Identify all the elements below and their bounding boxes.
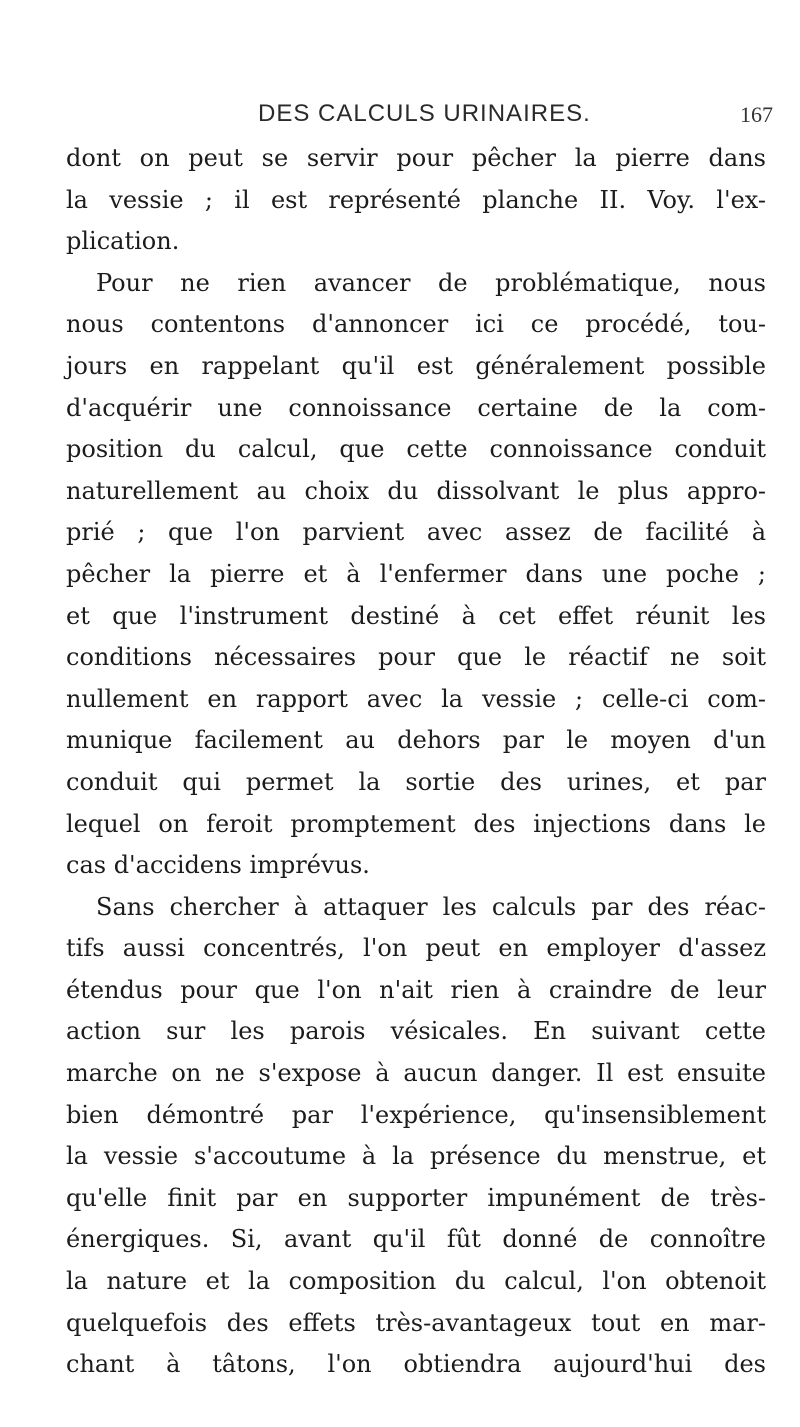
text-line: nous contentons d'annoncer ici ce procédé, tou- — [66, 310, 766, 339]
text-line: prié ; que l'on parvient avec assez de facilité à — [66, 518, 766, 547]
running-title: DES CALCULS URINAIRES. — [258, 100, 591, 127]
text-line: bien démontré par l'expérience, qu'insensiblement — [66, 1100, 766, 1129]
text-line: nullement en rapport avec la vessie ; celle-ci com- — [66, 684, 766, 713]
text-line: conduit qui permet la sortie des urines, et par — [66, 767, 766, 796]
text-line: action sur les parois vésicales. En suivant cette — [66, 1017, 766, 1046]
text-line: jours en rappelant qu'il est généralement possible — [66, 351, 766, 380]
page-number: 167 — [740, 102, 773, 127]
text-line: tifs aussi concentrés, l'on peut en employer d'assez — [66, 934, 766, 963]
text-line: lequel on feroit promptement des injections dans le — [66, 809, 766, 838]
text-line: plication. — [66, 227, 180, 256]
text-line: étendus pour que l'on n'ait rien à craindre de leur — [66, 975, 766, 1004]
text-line: énergiques. Si, avant qu'il fût donné de connoître — [66, 1225, 766, 1254]
text-line: conditions nécessaires pour que le réactif ne soit — [66, 643, 766, 672]
text-line: qu'elle finit par en supporter impunément de très- — [66, 1183, 766, 1212]
text-line: la nature et la composition du calcul, l'on obtenoit — [66, 1267, 766, 1296]
text-line: dont on peut se servir pour pêcher la pierre dans — [66, 144, 766, 172]
text-line: quelquefois des effets très-avantageux tout en mar- — [66, 1308, 766, 1337]
text-line: Pour ne rien avancer de problématique, nous — [96, 268, 766, 297]
running-head — [0, 100, 800, 140]
text-line: chant à tâtons, l'on obtiendra aujourd'hui des — [66, 1350, 766, 1379]
text-line: naturellement au choix du dissolvant le plus appro- — [66, 476, 766, 505]
text-line: la vessie ; il est représenté planche II. Voy. l'ex- — [66, 185, 766, 214]
text-line: d'acquérir une connoissance certaine de la com- — [66, 393, 766, 422]
text-line: cas d'accidens imprévus. — [66, 851, 370, 880]
text-line: Sans chercher à attaquer les calculs par des réac- — [96, 892, 766, 921]
text-line: position du calcul, que cette connoissance conduit — [66, 435, 766, 464]
text-line: marche on ne s'expose à aucun danger. Il est ensuite — [66, 1059, 766, 1088]
text-line: pêcher la pierre et à l'enfermer dans une poche ; — [66, 559, 766, 588]
body-text — [66, 138, 766, 1386]
text-line: la vessie s'accoutume à la présence du menstrue, et — [66, 1142, 766, 1171]
text-line: munique facilement au dehors par le moyen d'un — [66, 726, 766, 755]
text-line: et que l'instrument destiné à cet effet réunit les — [66, 601, 766, 630]
